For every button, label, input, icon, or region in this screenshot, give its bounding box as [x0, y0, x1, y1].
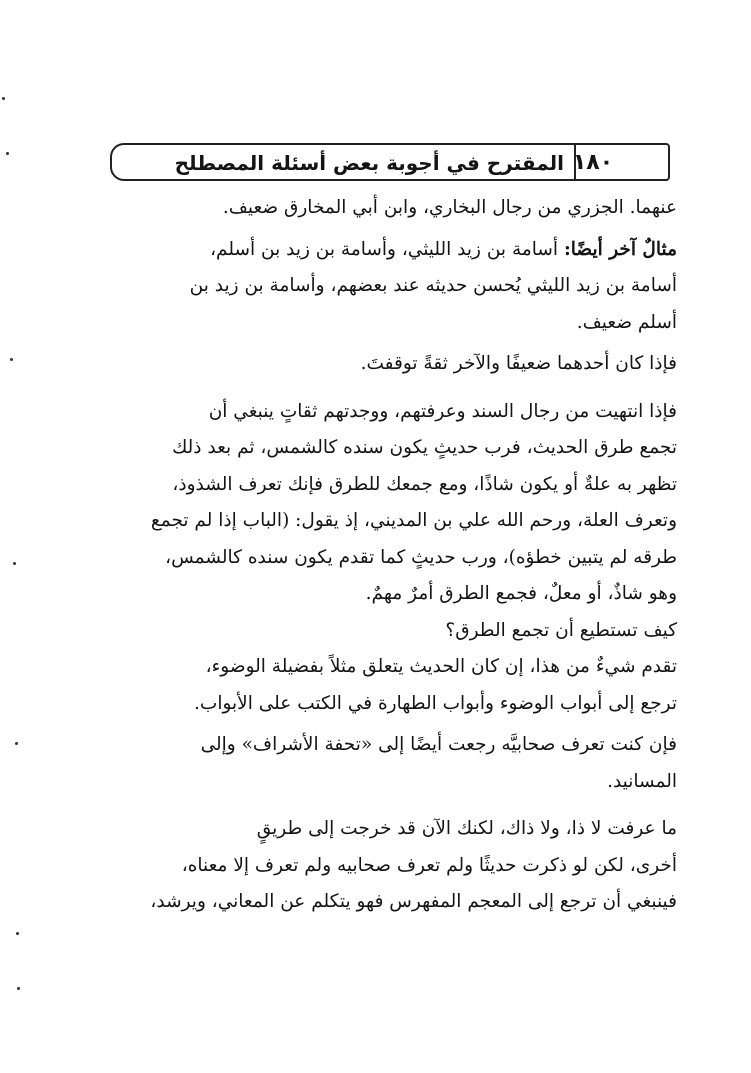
- header-title: المقترح في أجوبة بعض أسئلة المصطلح: [174, 151, 564, 175]
- body-line: طرقه لم يتبين خطؤه)، ورب حديثٍ كما تقدم يكون سنده كالشمس،: [165, 546, 677, 568]
- body-line: أخرى، لكن لو ذكرت حديثًا ولم تعرف صحابيه ولم تعرف إلا معناه،: [181, 854, 677, 876]
- scan-speck: [17, 987, 20, 990]
- scan-speck: [13, 562, 16, 565]
- body-line: تجمع طرق الحديث، فرب حديثٍ يكون سنده كالشمس، ثم بعد ذلك: [172, 437, 677, 458]
- scan-speck: [10, 358, 13, 361]
- body-line: وهو شاذٌ، أو معلٌ، فجمع الطرق أمرٌ مهمٌ.: [365, 583, 677, 604]
- scan-speck: [16, 932, 19, 935]
- body-line: فإذا كان أحدهما ضعيفًا والآخر ثقةً توقفتَ.: [360, 353, 677, 374]
- body-line: ما عرفت لا ذا، ولا ذاك، لكنك الآن قد خرجت إلى طريقٍ: [256, 818, 677, 839]
- body-line: تظهر به علةٌ أو يكون شاذًا، ومع جمعك للطرق فإنك تعرف الشذوذ،: [172, 473, 677, 495]
- body-line: فينبغي أن ترجع إلى المعجم المفهرس فهو يتكلم عن المعاني، ويرشد،: [150, 891, 677, 912]
- body-line: فإذا انتهيت من رجال السند وعرفتهم، ووجدتهم ثقاتٍ ينبغي أن: [208, 400, 677, 422]
- body-line: أسلم ضعيف.: [576, 311, 677, 333]
- body-line: [122, 232, 677, 269]
- body-text: [122, 190, 677, 921]
- running-header: [110, 143, 670, 181]
- page-number: ١٨٠: [572, 150, 614, 175]
- body-line: المسانيد.: [607, 770, 677, 792]
- body-line-text: أسامة بن زيد الليثي، وأسامة بن زيد بن أسلم،: [210, 238, 559, 260]
- body-line: فإن كنت تعرف صحابيَّه رجعت أيضًا إلى «تحفة الأشراف» وإلى: [200, 734, 677, 755]
- example-heading: مثالٌ آخر أيضًا:: [563, 238, 677, 260]
- body-line: عنهما. الجزري من رجال البخاري، وابن أبي المخارق ضعيف.: [222, 197, 677, 218]
- body-line: وتعرف العلة، ورحم الله علي بن المديني، إذ يقول: (الباب إذا لم تجمع: [150, 510, 677, 531]
- scan-speck: [2, 97, 5, 100]
- scan-speck: [15, 742, 18, 745]
- body-line: أسامة بن زيد الليثي يُحسن حديثه عند بعضهم، وأسامة بن زيد بن: [189, 275, 677, 296]
- body-line: كيف تستطيع أن تجمع الطرق؟: [445, 619, 677, 641]
- body-line: ترجع إلى أبواب الوضوء وأبواب الطهارة في الكتب على الأبواب.: [194, 692, 677, 714]
- body-line: تقدم شيءٌ من هذا، إن كان الحديث يتعلق مثلاً بفضيلة الوضوء،: [205, 656, 677, 677]
- scan-speck: [6, 152, 9, 155]
